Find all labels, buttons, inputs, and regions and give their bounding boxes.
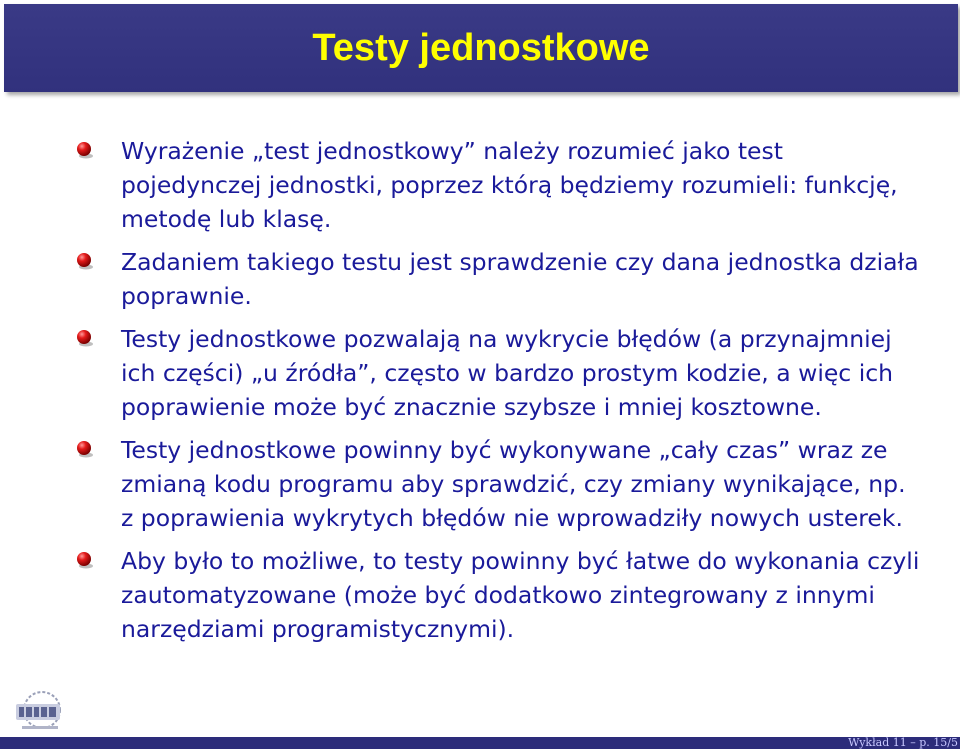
footer-bar — [0, 737, 960, 749]
slide-title: Testy jednostkowe — [312, 27, 650, 69]
red-ball-bullet-icon — [74, 140, 94, 160]
red-ball-bullet-icon — [74, 439, 94, 459]
bullet-item — [0, 322, 921, 424]
red-ball-bullet-icon — [74, 328, 94, 348]
bullet-item — [0, 544, 921, 646]
bullet-item — [0, 433, 921, 535]
title-bar — [4, 4, 958, 92]
bullet-text: Testy jednostkowe pozwalają na wykrycie błędów (a przynajmniej ich części) „u źródła”, często w bardzo prostym kodzie, a więc ich poprawienie może być znacznie szybsze i mniej kosztowne. — [121, 325, 894, 421]
bullet-text: Wyrażenie „test jednostkowy” należy rozumieć jako test pojedynczej jednostki, poprzez którą będziemy rozumieli: funkcję, metodę lub klasę. — [121, 137, 898, 233]
bullet-item — [0, 245, 921, 313]
bullet-text: Aby było to możliwe, to testy powinny być łatwe do wykonania czyli zautomatyzowane (może być dodatkowo zintegrowany z innymi narzędziami programistycznymi). — [121, 547, 920, 643]
footer-lecture: Wykład 11 — [848, 736, 907, 749]
institute-logo-icon — [10, 690, 66, 734]
bullet-item — [0, 134, 921, 236]
slide-content — [0, 134, 960, 655]
footer-info — [848, 737, 960, 749]
red-ball-bullet-icon — [74, 550, 94, 570]
footer-page: p. 15/5 — [919, 736, 958, 749]
red-ball-bullet-icon — [74, 251, 94, 271]
bullet-text: Testy jednostkowe powinny być wykonywane „cały czas” wraz ze zmianą kodu programu aby sprawdzić, czy zmiany wynikające, np. z poprawienia wykrytych błędów nie wprowadziły nowych usterek. — [121, 436, 906, 532]
footer-separator: – — [910, 736, 916, 749]
bullet-text: Zadaniem takiego testu jest sprawdzenie czy dana jednostka działa poprawnie. — [121, 248, 919, 310]
